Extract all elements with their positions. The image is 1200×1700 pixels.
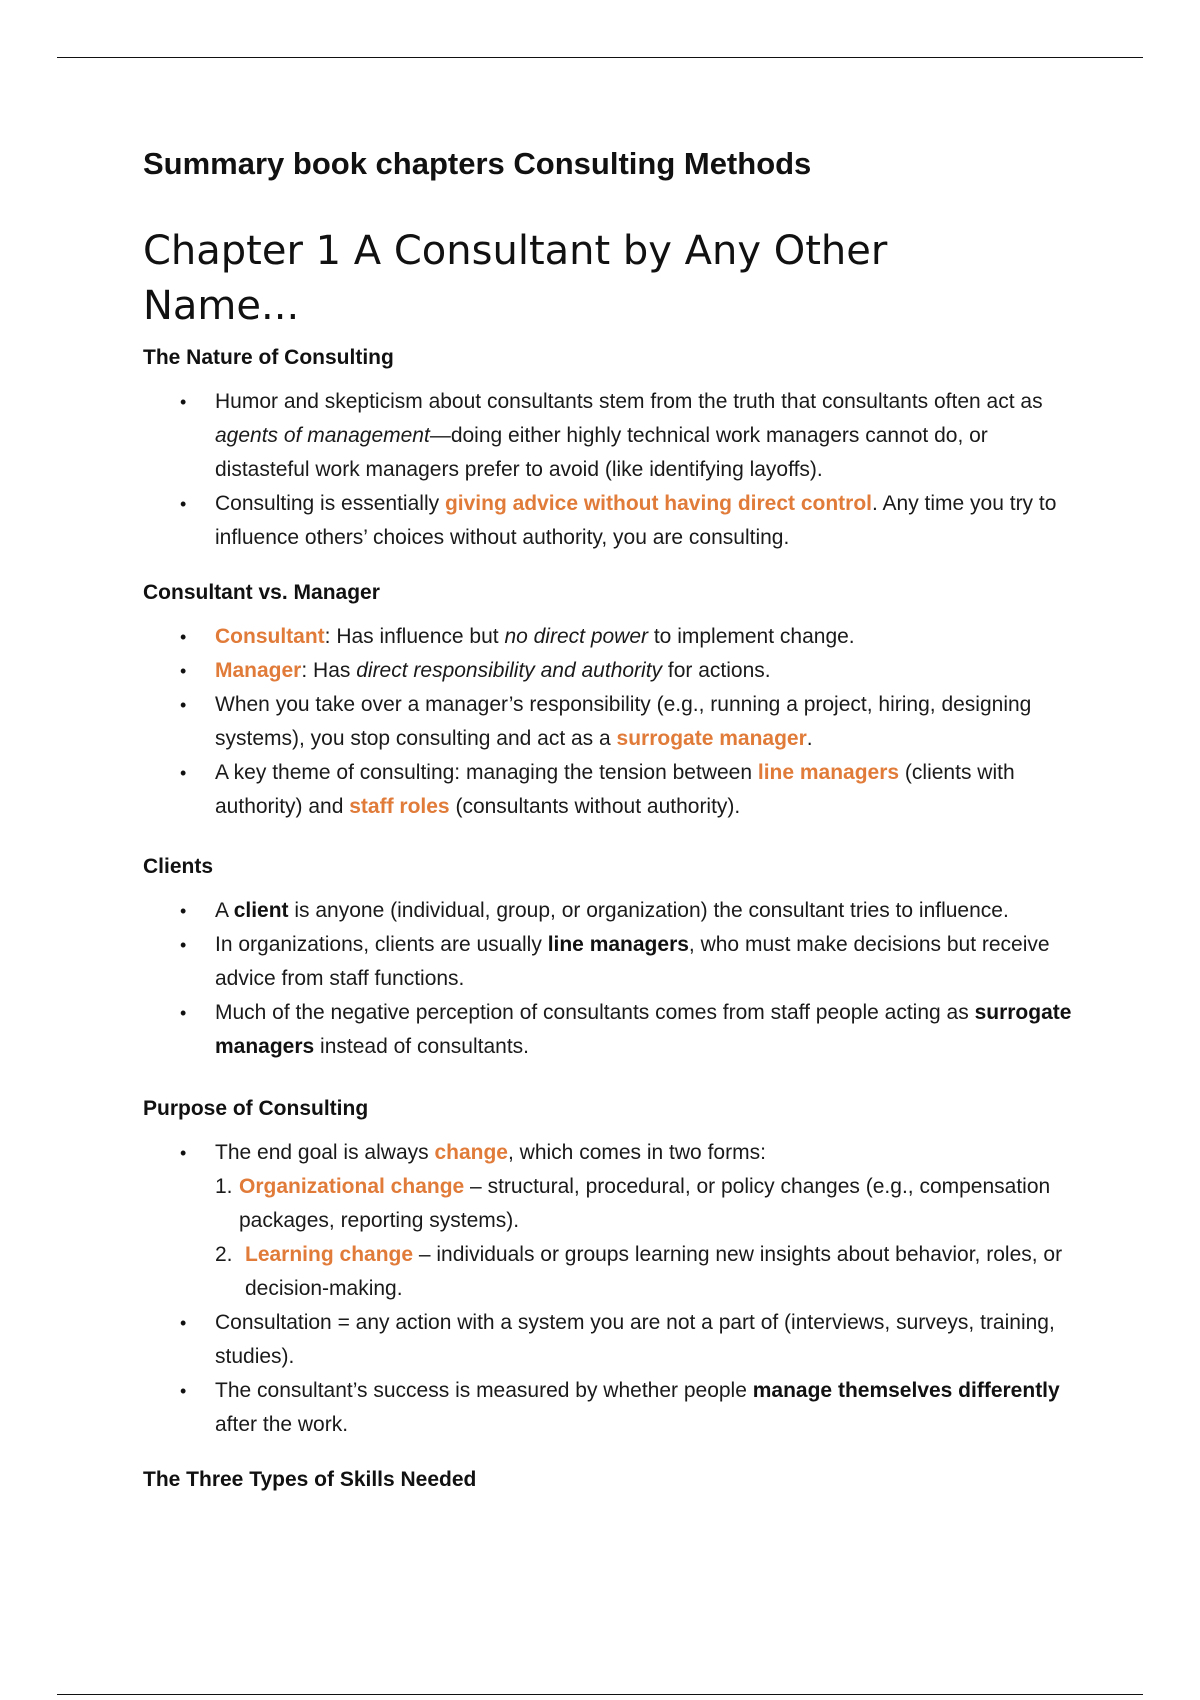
item-text: : Has [301,659,357,682]
item-strong: manage themselves differently [752,1379,1060,1402]
item-highlight: Organizational change [239,1175,465,1198]
item-highlight: line managers [757,761,900,784]
item-text: . Any time you try to influence others’ choices without authority, you are consulting. [215,492,1057,549]
item-text: A [215,899,234,922]
item-text: When you take over a manager’s responsibility (e.g., running a project, hiring, designing systems), you stop consulting and act as a [215,693,1032,750]
bullet-icon: • [180,935,187,955]
list-item [143,894,1073,928]
item-text: (consultants without authority). [449,795,741,818]
list-item [143,620,1073,654]
item-strong: line managers [547,933,689,956]
list-item [143,996,1073,1064]
item-highlight: surrogate manager [616,727,807,750]
bullet-list [143,620,1073,824]
item-text: Much of the negative perception of consultants comes from staff people acting as [215,1001,975,1024]
numbered-subitem [215,1238,1073,1306]
item-highlight: staff roles [349,795,450,818]
section-heading: Clients [143,855,214,878]
item-highlight: Learning change [245,1243,414,1266]
item-text: instead of consultants. [314,1035,530,1058]
item-text: is anyone (individual, group, or organization) the consultant tries to influence. [288,899,1009,922]
bullet-icon: • [180,901,187,921]
bullet-icon: • [180,1143,187,1163]
bullet-icon: • [180,763,187,783]
section-clients [143,852,1073,1064]
list-item [143,654,1073,688]
item-text: , which comes in two forms: [508,1141,766,1164]
item-emphasis: direct responsibility and authority [356,659,663,682]
item-text: A key theme of consulting: managing the tension between [215,761,758,784]
bullet-icon: • [180,1003,187,1023]
item-text: Consulting is essentially [215,492,445,515]
item-text: – structural, procedural, or policy changes (e.g., compensation packages, reporting systems). [239,1175,1051,1232]
top-rule [57,57,1143,58]
bullet-icon: • [180,1313,187,1333]
item-text: : Has influence but [324,625,505,648]
item-text: to implement change. [648,625,855,648]
section-consultant-vs-manager [143,578,1073,824]
list-item [143,688,1073,756]
section-heading: The Nature of Consulting [143,346,394,369]
document-title: Summary book chapters Consulting Methods [143,146,812,181]
subitem-number: 2. [215,1243,233,1266]
section-purpose-of-consulting [143,1094,1073,1442]
list-item [143,1306,1073,1374]
item-highlight: giving advice without having direct control [444,492,872,515]
item-highlight: change [434,1141,508,1164]
item-text: after the work. [215,1413,349,1436]
bullet-list [143,1136,1073,1442]
bullet-icon: • [180,494,187,514]
item-text: – individuals or groups learning new insights about behavior, roles, or decision-making. [245,1243,1063,1300]
item-text: Consultation = any action with a system you are not a part of (interviews, surveys, training, studies). [215,1311,1055,1368]
bullet-icon: • [180,627,187,647]
item-text: Humor and skepticism about consultants stem from the truth that consultants often act as [215,390,1043,413]
item-text: In organizations, clients are usually [215,933,548,956]
bullet-list [143,894,1073,1064]
chapter-title: Chapter 1 A Consultant by Any Other Name... [143,228,888,329]
list-item [143,385,1073,487]
item-text: , who must make decisions but receive advice from staff functions. [215,933,1050,990]
section-heading: Consultant vs. Manager [143,581,380,604]
item-text: The end goal is always [215,1141,435,1164]
item-emphasis: agents of management [215,424,430,447]
bullet-icon: • [180,392,187,412]
section-heading: Purpose of Consulting [143,1097,369,1120]
bullet-icon: • [180,1381,187,1401]
item-text: The consultant’s success is measured by whether people [215,1379,753,1402]
bullet-list [143,385,1073,555]
item-text: (clients with authority) and [215,761,1015,818]
section-three-types-of-skills [143,1465,1073,1495]
list-item [143,1136,1073,1306]
bullet-icon: • [180,695,187,715]
item-emphasis: no direct power [504,625,649,648]
bottom-rule [57,1694,1143,1695]
item-text: . [806,727,813,750]
subitem-number: 1. [215,1175,233,1198]
item-text: for actions. [662,659,771,682]
list-item [143,487,1073,555]
item-text: —doing either highly technical work managers cannot do, or distasteful work managers prefer to avoid (like identifying layoffs). [215,424,988,481]
section-heading: The Three Types of Skills Needed [143,1468,477,1491]
item-highlight: Manager [215,659,302,682]
item-strong: surrogate managers [215,1001,1072,1058]
list-item [143,1374,1073,1442]
item-strong: client [233,899,289,922]
list-item [143,928,1073,996]
list-item [143,756,1073,824]
numbered-subitem [215,1170,1073,1238]
section-nature-of-consulting [143,343,1073,555]
item-highlight: Consultant [215,625,325,648]
bullet-icon: • [180,661,187,681]
